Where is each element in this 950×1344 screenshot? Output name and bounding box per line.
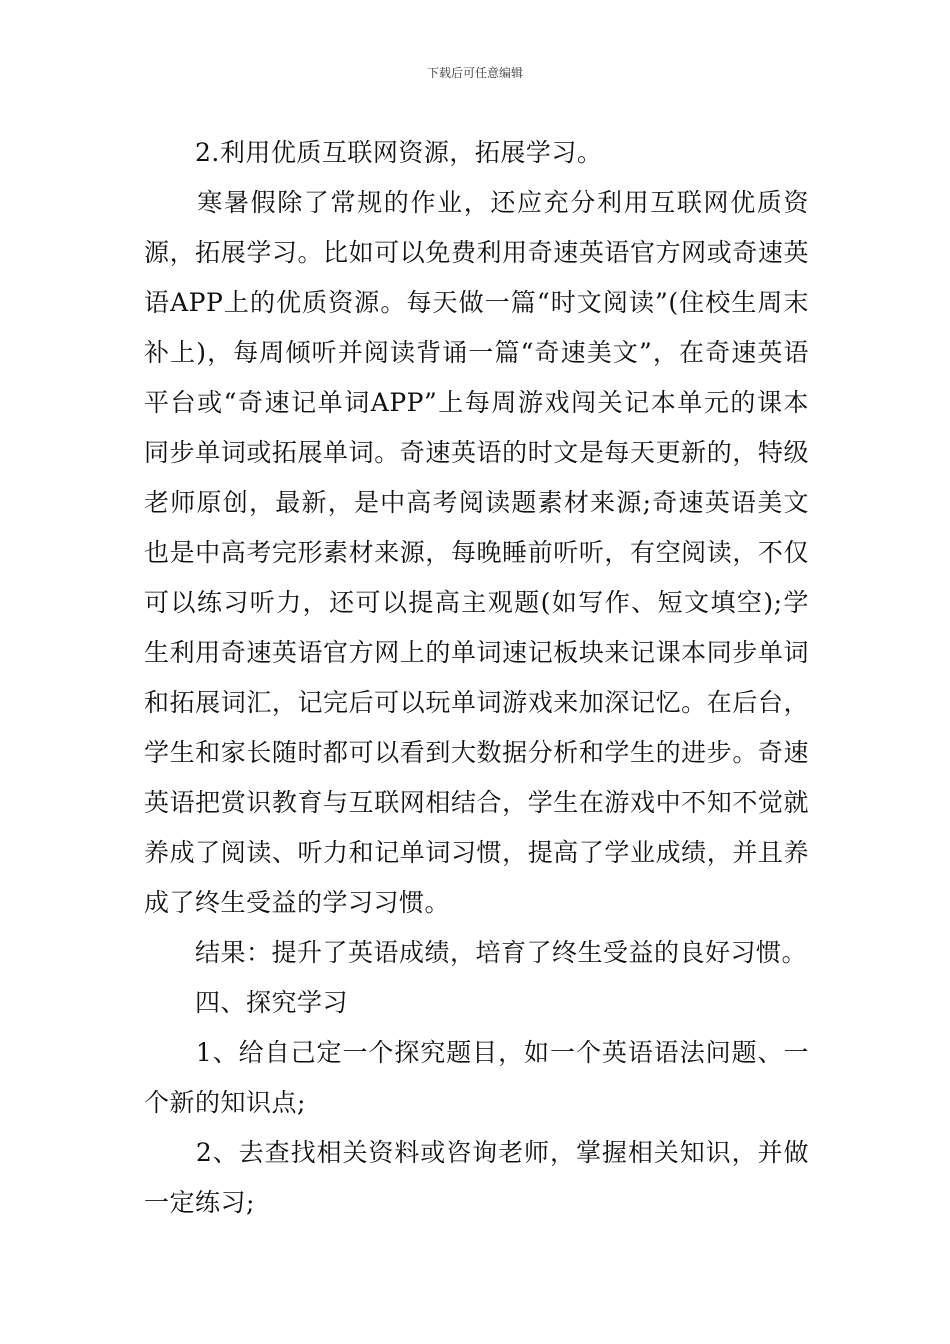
page-header-note: 下载后可任意编辑 [426, 66, 523, 80]
document-body [144, 128, 809, 1228]
section-heading-inquiry-learning: 四、探究学习 [144, 988, 349, 1017]
list-item-step-1: 1、给自己定一个探究题目，如一个英语语法问题、一个新的知识点; [144, 1038, 809, 1117]
list-item-step-2: 2、去查找相关资料或咨询老师，掌握相关知识，并做一定练习; [144, 1138, 809, 1217]
paragraph-internet-resources-body: 寒暑假除了常规的作业，还应充分利用互联网优质资源，拓展学习。比如可以免费利用奇速英语官方网或奇速英语APP上的优质资源。每天做一篇“时文阅读”(住校生周末补上)，每周倾听并阅读背诵一篇“奇速美文”，在奇速英语平台或“奇速记单词APP”上每周游戏闯关记本单元的课本同步单词或拓展单词。奇速英语的时文是每天更新的，特级老师原创，最新，是中高考阅读题素材来源;奇速英语美文也是中高考完形素材来源，每晚睡前听听，有空阅读，不仅可以练习听力，还可以提高主观题(如写作、短文填空);学生利用奇速英语官方网上的单词速记板块来记课本同步单词和拓展词汇，记完后可以玩单词游戏来加深记忆。在后台，学生和家长随时都可以看到大数据分析和学生的进步。奇速英语把赏识教育与互联网相结合，学生在游戏中不知不觉就养成了阅读、听力和记单词习惯，提高了学业成绩，并且养成了终生受益的学习习惯。 [144, 188, 809, 917]
paragraph-heading-internet-resources: 2.利用优质互联网资源，拓展学习。 [144, 138, 603, 167]
paragraph-result: 结果：提升了英语成绩，培育了终生受益的良好习惯。 [144, 938, 808, 967]
